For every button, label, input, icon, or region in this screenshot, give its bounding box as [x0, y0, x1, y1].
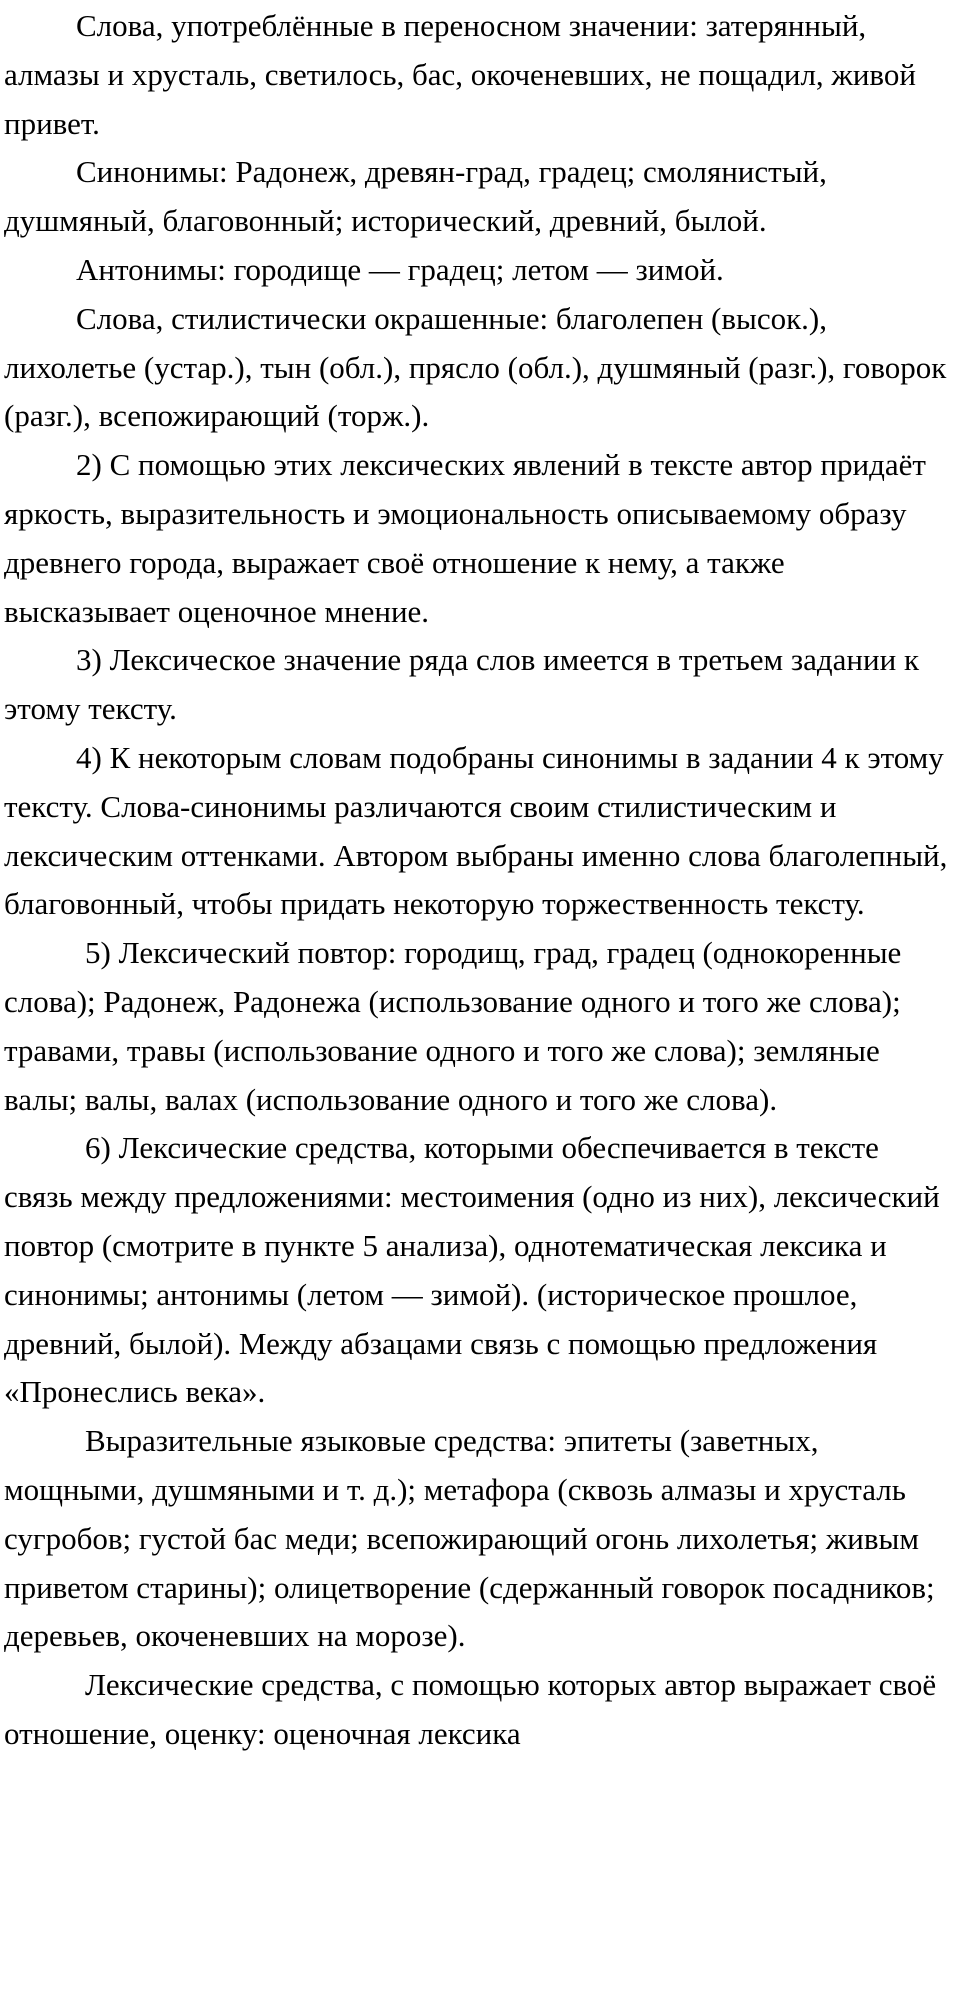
paragraph-expressive-means: Выразительные языковые средства: эпитеты (заветных, мощными, душмяными и т. д.); метафора (сквозь алмазы и хрусталь сугробов; густой бас меди; всепожирающий огонь лихолетья; живым приветом старины); олицетворение (сдержанный говорок посадников; деревьев, окоченевших на морозе). — [4, 1423, 935, 1654]
paragraph-point-3: 3) Лексическое значение ряда слов имеется в третьем задании к этому тексту. — [4, 642, 920, 727]
paragraph-stylistic-words: Слова, стилистически окрашенные: благолепен (высок.), лихолетье (устар.), тын (обл.), прясло (обл.), душмяный (разг.), говорок (разг.), всепожирающий (торж.). — [4, 300, 947, 434]
paragraph-point-2: 2) С помощью этих лексических явлений в тексте автор придаёт яркость, выразительность и эмоциональность описываемому образу древнего города, выражает своё отношение к нему, а также высказывает оценочное мнение. — [4, 447, 926, 629]
paragraph-antonyms: Антонимы: городище — градец; летом — зимой. — [76, 251, 724, 287]
paragraph-point-6: 6) Лексические средства, которыми обеспечивается в тексте связь между предложениями: местоимения (одно из них), лексический повтор (смотрите в пункте 5 анализа), однотематическая лексика и синонимы; антонимы (летом — зимой). (историческое прошлое, древний, былой). Между абзацами связь с помощью предложения «Пронеслись века». — [4, 1130, 940, 1410]
paragraph-synonyms: Синонимы: Радонеж, древян-град, градец; смолянистый, душмяный, благовонный; исторический, древний, былой. — [4, 154, 827, 239]
paragraph-point-4: 4) К некоторым словам подобраны синонимы в задании 4 к этому тексту. Слова-синонимы различаются своим стилистическим и лексическим оттенками. Автором выбраны именно слова благолепный, благовонный, чтобы придать некоторую торжественность тексту. — [4, 739, 948, 922]
paragraph-evaluative-means: Лексические средства, с помощью которых автор выражает своё отношение, оценку: оценочная лексика — [4, 1667, 937, 1751]
paragraph-figurative-words: Слова, употреблённые в переносном значении: затерянный, алмазы и хрусталь, светилось, бас, окоченевших, не пощадил, живой привет. — [4, 8, 916, 141]
paragraph-point-5: 5) Лексический повтор: городищ, град, градец (однокоренные слова); Радонеж, Радонежа (использование одного и того же слова); травами, травы (использование одного и того же слова); земляные валы; валы, валах (использование одного и того же слова). — [4, 935, 902, 1117]
